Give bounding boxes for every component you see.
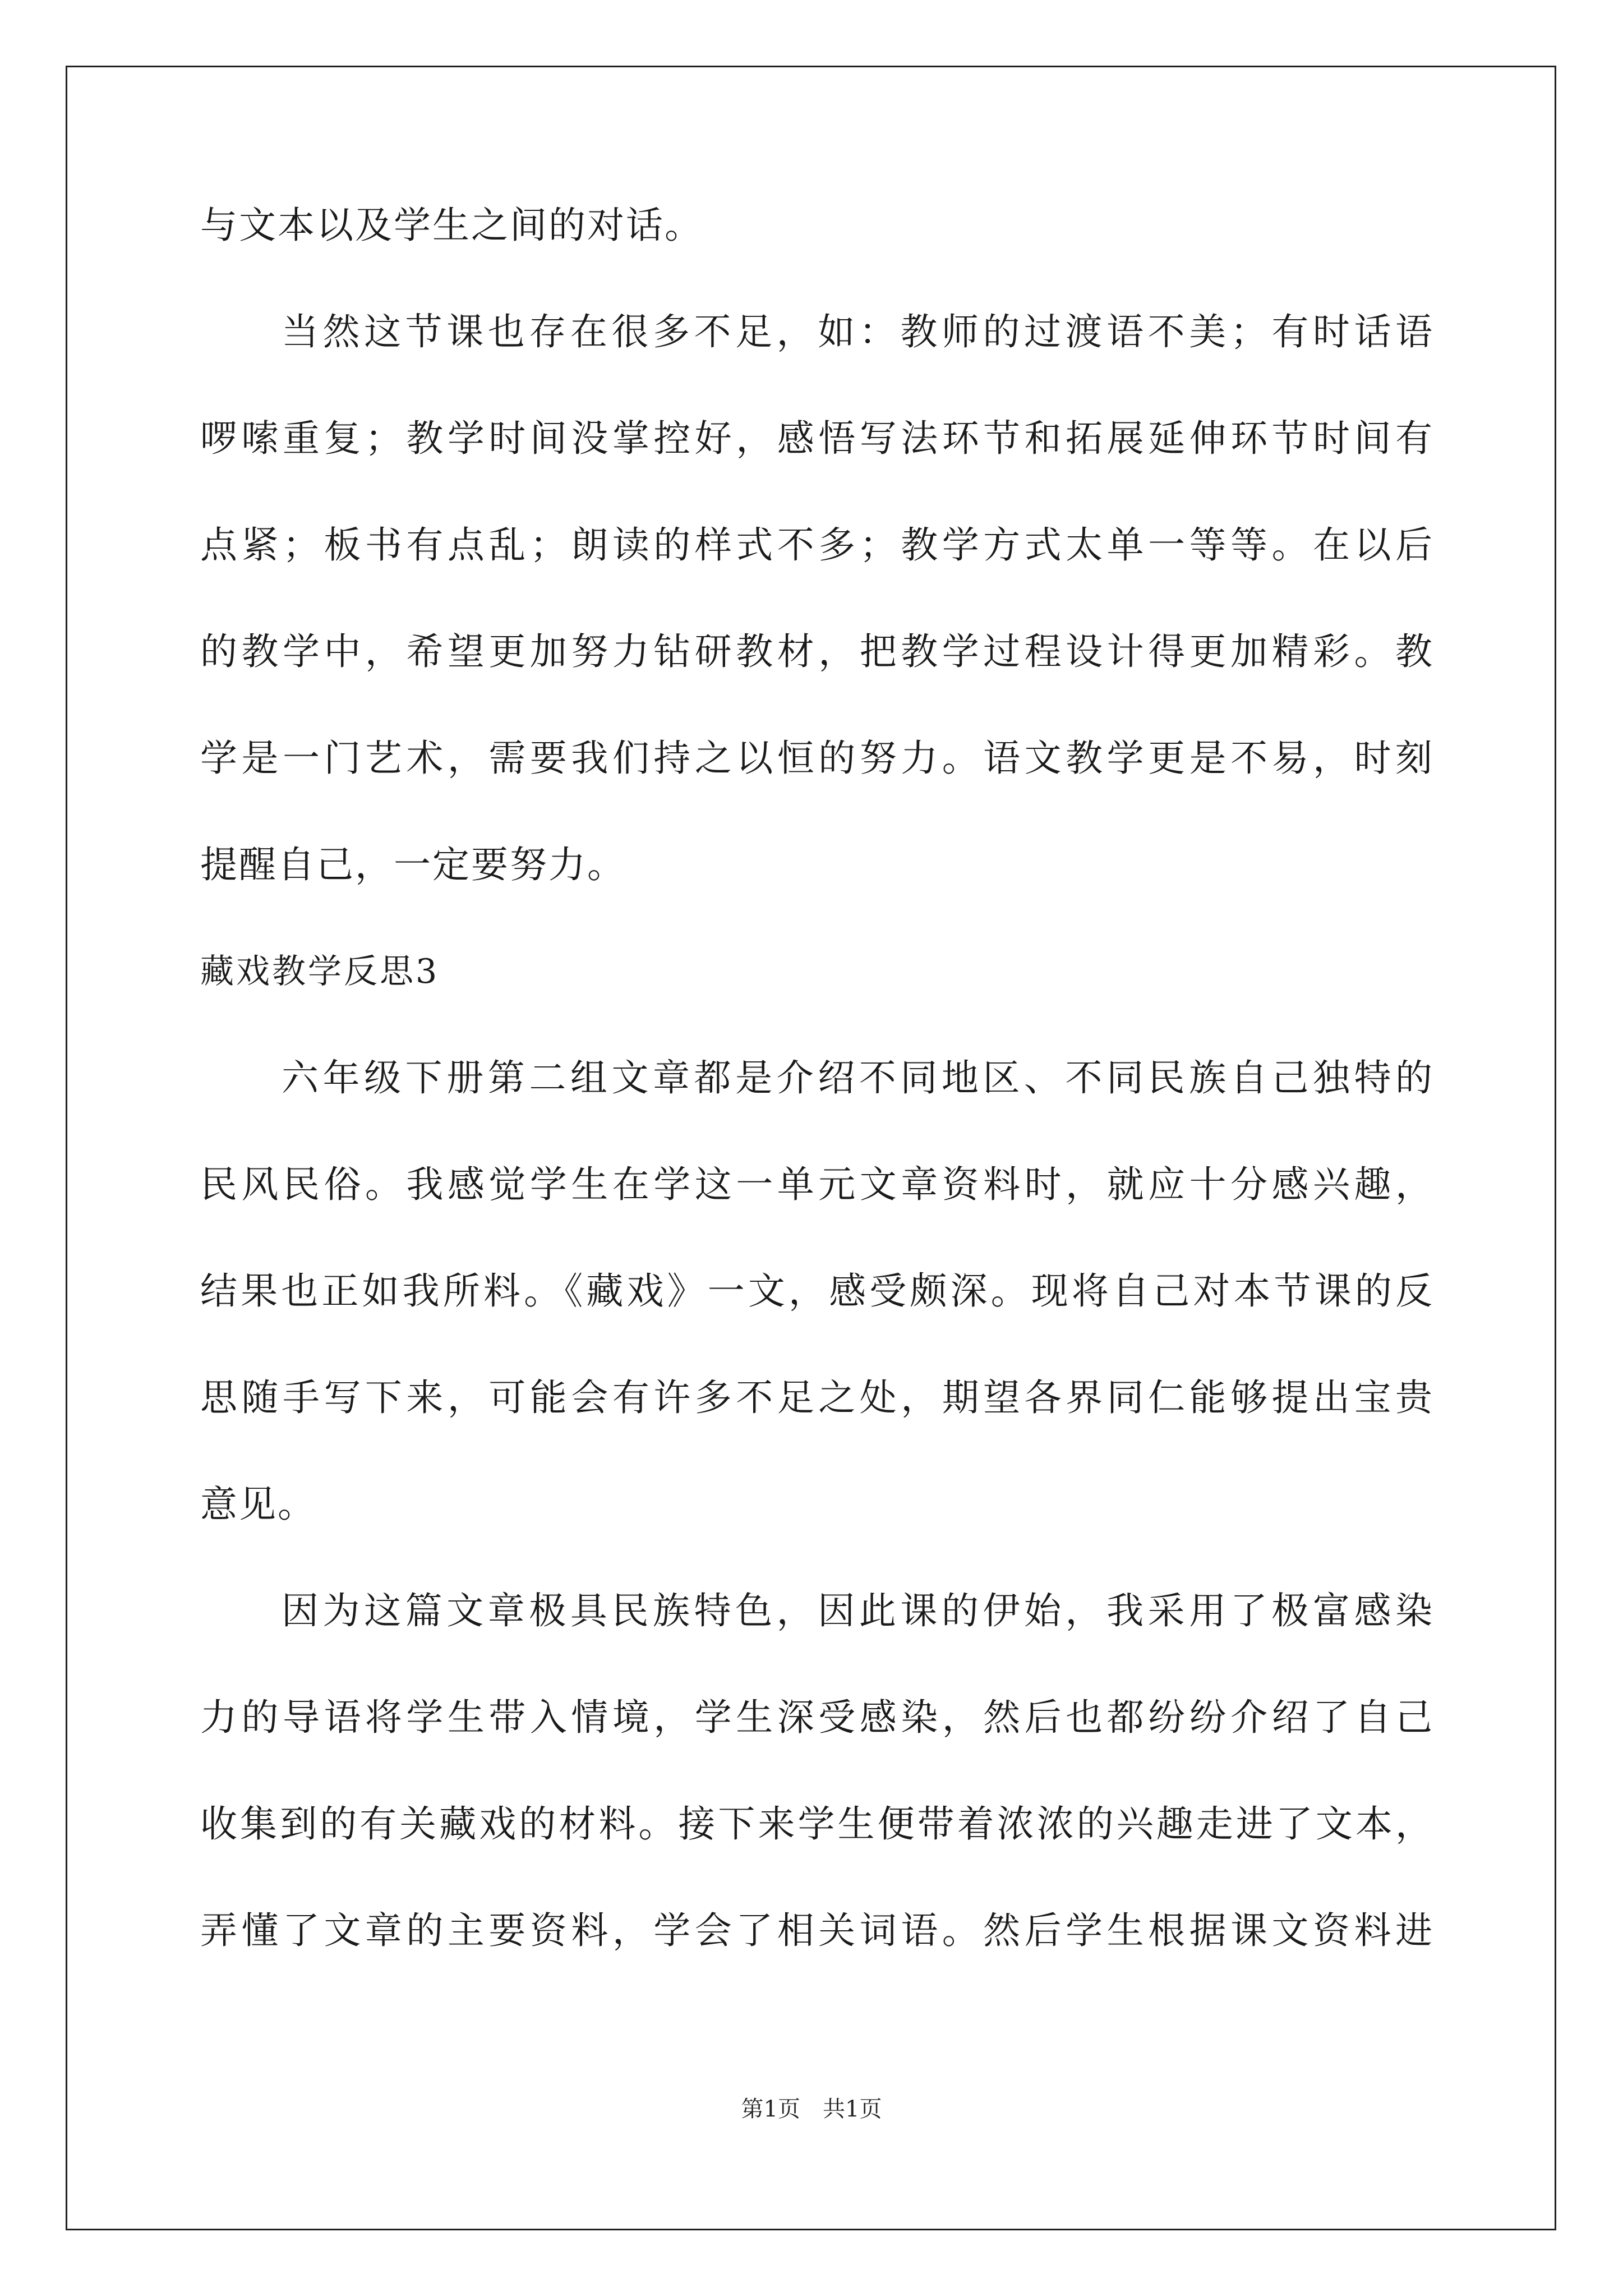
paragraph-line: 结果也正如我所料。《藏戏》一文，感受颇深。现将自己对本节课的反 <box>200 1269 1434 1313</box>
paragraph-line: 当然这节课也存在很多不足，如：教师的过渡语不美；有时话语 <box>282 310 1434 353</box>
paragraph-line: 的教学中，希望更加努力钻研教材，把教学过程设计得更加精彩。教 <box>200 630 1434 673</box>
paragraph-line: 力的导语将学生带入情境，学生深受感染，然后也都纷纷介绍了自己 <box>200 1696 1434 1739</box>
paragraph-line: 因为这篇文章极具民族特色，因此课的伊始，我采用了极富感染 <box>282 1589 1434 1632</box>
paragraph-line: 学是一门艺术，需要我们持之以恒的努力。语文教学更是不易，时刻 <box>200 737 1434 780</box>
paragraph-line: 啰嗦重复；教学时间没掌控好，感悟写法环节和拓展延伸环节时间有 <box>200 417 1434 460</box>
paragraph-line: 点紧；板书有点乱；朗读的样式不多；教学方式太单一等等。在以后 <box>200 523 1434 567</box>
paragraph-line: 意见。 <box>200 1483 316 1526</box>
paragraph-line: 与文本以及学生之间的对话。 <box>200 204 703 247</box>
paragraph-line: 思随手写下来，可能会有许多不足之处，期望各界同仁能够提出宝贵 <box>200 1376 1434 1419</box>
paragraph-line: 弄懂了文章的主要资料，学会了相关词语。然后学生根据课文资料进 <box>200 1909 1434 1952</box>
page-footer: 第1页 共1页 <box>741 2096 882 2122</box>
paragraph-line: 民风民俗。我感觉学生在学这一单元文章资料时，就应十分感兴趣， <box>200 1163 1434 1206</box>
paragraph-line: 收集到的有关藏戏的材料。接下来学生便带着浓浓的兴趣走进了文本， <box>200 1802 1434 1846</box>
paragraph-line: 六年级下册第二组文章都是介绍不同地区、不同民族自己独特的 <box>282 1056 1434 1099</box>
page-border <box>66 66 1556 2230</box>
section-heading: 藏戏教学反思3 <box>200 952 440 991</box>
paragraph-line: 提醒自己，一定要努力。 <box>200 843 626 886</box>
